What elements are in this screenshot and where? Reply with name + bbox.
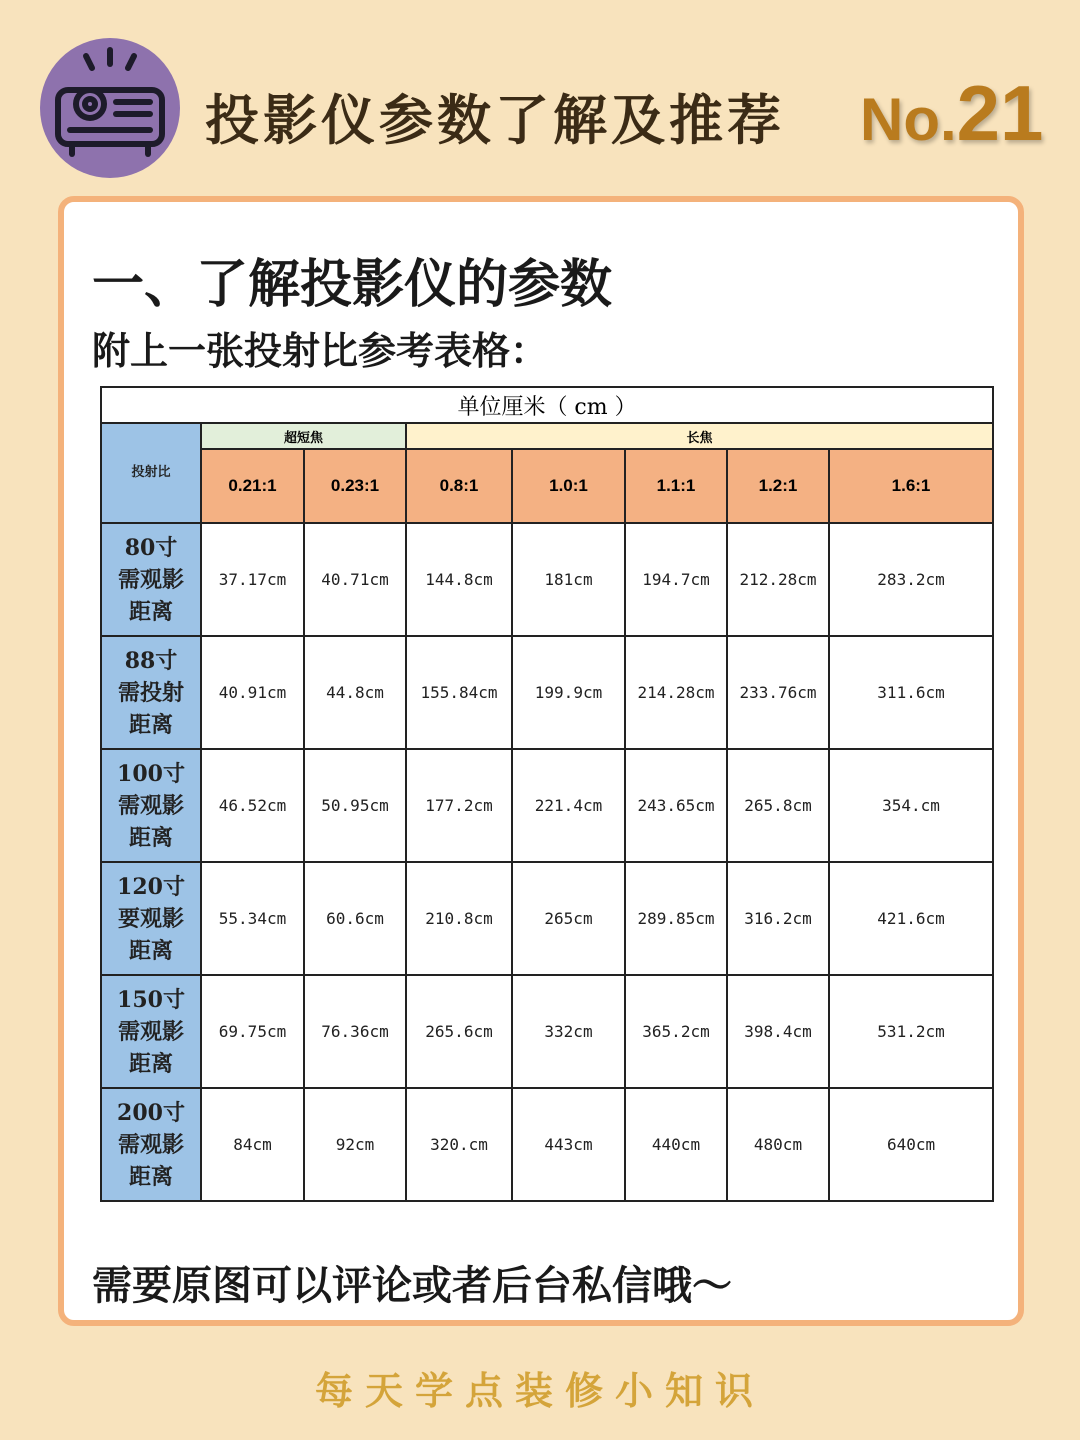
table-row <box>101 749 993 862</box>
table-cell: 443cm <box>512 1088 625 1201</box>
table-row <box>101 636 993 749</box>
table-cell: 40.71cm <box>304 523 406 636</box>
table-cell: 316.2cm <box>727 862 829 975</box>
table-cell: 55.34cm <box>201 862 304 975</box>
row-label: 80寸需观影距离 <box>101 523 201 636</box>
corner-label: 投射比 <box>101 423 201 523</box>
table-cell: 181cm <box>512 523 625 636</box>
table-cell: 44.8cm <box>304 636 406 749</box>
group-long: 长焦 <box>406 423 993 449</box>
unit-label: 单位厘米（ cm ） <box>101 387 993 423</box>
table-cell: 37.17cm <box>201 523 304 636</box>
table-cell: 440cm <box>625 1088 727 1201</box>
row-label: 200寸需观影距离 <box>101 1088 201 1201</box>
table-row <box>101 523 993 636</box>
content-card <box>58 196 1024 1326</box>
bottom-caption: 每天学点装修小知识 <box>314 1369 765 1413</box>
row-label: 120寸要观影距离 <box>101 862 201 975</box>
table-cell: 265cm <box>512 862 625 975</box>
table-cell: 289.85cm <box>625 862 727 975</box>
table-cell: 332cm <box>512 975 625 1088</box>
footer-note: 需要原图可以评论或者后台私信哦～ <box>92 1263 732 1309</box>
page-title: 投影仪参数了解及推荐 <box>205 89 785 152</box>
table-cell: 354.cm <box>829 749 993 862</box>
table-cell: 221.4cm <box>512 749 625 862</box>
table-cell: 640cm <box>829 1088 993 1201</box>
issue-digits: 21 <box>956 69 1044 157</box>
ratio-header-cell: 1.0:1 <box>512 449 625 523</box>
table-cell: 480cm <box>727 1088 829 1201</box>
ratio-header-cell: 0.23:1 <box>304 449 406 523</box>
table-cell: 92cm <box>304 1088 406 1201</box>
ratio-header-cell: 1.1:1 <box>625 449 727 523</box>
table-cell: 421.6cm <box>829 862 993 975</box>
table-cell: 194.7cm <box>625 523 727 636</box>
table-cell: 40.91cm <box>201 636 304 749</box>
row-label: 100寸需观影距离 <box>101 749 201 862</box>
table-cell: 60.6cm <box>304 862 406 975</box>
table-cell: 199.9cm <box>512 636 625 749</box>
table-cell: 144.8cm <box>406 523 512 636</box>
table-cell: 76.36cm <box>304 975 406 1088</box>
table-cell: 265.6cm <box>406 975 512 1088</box>
issue-prefix: No. <box>860 86 957 153</box>
table-cell: 155.84cm <box>406 636 512 749</box>
table-cell: 69.75cm <box>201 975 304 1088</box>
ratio-header-cell: 1.2:1 <box>727 449 829 523</box>
table-cell: 265.8cm <box>727 749 829 862</box>
row-label: 150寸需观影距离 <box>101 975 201 1088</box>
throw-ratio-table <box>100 386 994 1202</box>
table-row <box>101 1088 993 1201</box>
section-title: 一、了解投影仪的参数 <box>92 255 613 315</box>
issue-number <box>860 68 1043 159</box>
table-row <box>101 862 993 975</box>
ratio-header-cell: 0.8:1 <box>406 449 512 523</box>
header <box>0 0 1080 190</box>
table-cell: 311.6cm <box>829 636 993 749</box>
projector-icon <box>40 38 180 178</box>
table-cell: 50.95cm <box>304 749 406 862</box>
row-label: 88寸需投射距离 <box>101 636 201 749</box>
group-ultra-short: 超短焦 <box>201 423 406 449</box>
table-cell: 214.28cm <box>625 636 727 749</box>
table-cell: 233.76cm <box>727 636 829 749</box>
table-cell: 177.2cm <box>406 749 512 862</box>
ratio-header-cell: 1.6:1 <box>829 449 993 523</box>
table-row <box>101 975 993 1088</box>
table-cell: 283.2cm <box>829 523 993 636</box>
table-cell: 320.cm <box>406 1088 512 1201</box>
table-cell: 46.52cm <box>201 749 304 862</box>
table-cell: 531.2cm <box>829 975 993 1088</box>
table-cell: 84cm <box>201 1088 304 1201</box>
table-cell: 210.8cm <box>406 862 512 975</box>
table-cell: 365.2cm <box>625 975 727 1088</box>
table-cell: 398.4cm <box>727 975 829 1088</box>
table-cell: 243.65cm <box>625 749 727 862</box>
table-cell: 212.28cm <box>727 523 829 636</box>
section-subtitle: 附上一张投射比参考表格： <box>92 329 549 373</box>
ratio-header-cell: 0.21:1 <box>201 449 304 523</box>
